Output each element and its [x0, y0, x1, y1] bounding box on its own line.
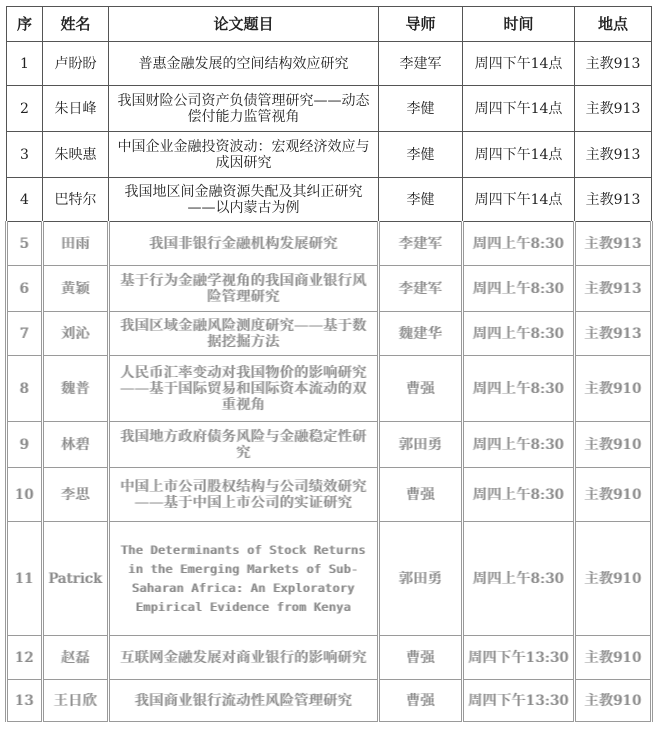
cell-advisor: 李健 — [379, 132, 463, 178]
header-place: 地点 — [575, 7, 652, 42]
cell-title: 我国商业银行流动性风险管理研究 — [109, 680, 379, 722]
cell-time: 周四下午14点 — [463, 86, 575, 132]
cell-no: 3 — [7, 132, 43, 178]
cell-advisor: 曹强 — [379, 636, 463, 680]
cell-time: 周四上午8:30 — [463, 522, 575, 636]
cell-place: 主教913 — [575, 312, 652, 356]
table-row — [7, 522, 652, 636]
cell-no: 5 — [7, 222, 43, 266]
cell-time: 周四下午13:30 — [463, 680, 575, 722]
cell-name: 朱日峰 — [43, 86, 109, 132]
cell-no: 1 — [7, 42, 43, 86]
cell-title: 中国企业金融投资波动：宏观经济效应与成因研究 — [109, 132, 379, 178]
cell-name: 王日欣 — [43, 680, 109, 722]
cell-advisor: 郭田勇 — [379, 422, 463, 468]
cell-name: Patrick — [43, 522, 109, 636]
cell-advisor: 曹强 — [379, 680, 463, 722]
cell-advisor: 魏建华 — [379, 312, 463, 356]
cell-place: 主教913 — [575, 42, 652, 86]
cell-time: 周四上午8:30 — [463, 356, 575, 422]
cell-name: 李思 — [43, 468, 109, 522]
cell-no: 13 — [7, 680, 43, 722]
cell-name: 朱映惠 — [43, 132, 109, 178]
cell-title: 互联网金融发展对商业银行的影响研究 — [109, 636, 379, 680]
table-row — [7, 680, 652, 722]
cell-name: 卢盼盼 — [43, 42, 109, 86]
cell-advisor: 李建军 — [379, 42, 463, 86]
cell-place: 主教910 — [575, 522, 652, 636]
cell-name: 赵磊 — [43, 636, 109, 680]
table-row — [7, 132, 652, 178]
cell-advisor: 曹强 — [379, 356, 463, 422]
cell-title: 我国地方政府债务风险与金融稳定性研究 — [109, 422, 379, 468]
cell-no: 11 — [7, 522, 43, 636]
cell-time: 周四下午14点 — [463, 132, 575, 178]
table-row — [7, 266, 652, 312]
cell-place: 主教913 — [575, 132, 652, 178]
table-row — [7, 468, 652, 522]
cell-no: 10 — [7, 468, 43, 522]
table-row — [7, 422, 652, 468]
cell-name: 魏普 — [43, 356, 109, 422]
cell-place: 主教910 — [575, 636, 652, 680]
table-row — [7, 42, 652, 86]
cell-title: 我国财险公司资产负债管理研究——动态偿付能力监管视角 — [109, 86, 379, 132]
cell-title: 我国地区间金融资源失配及其纠正研究——以内蒙古为例 — [109, 178, 379, 222]
cell-time: 周四上午8:30 — [463, 312, 575, 356]
table-row — [7, 86, 652, 132]
cell-title: 我国非银行金融机构发展研究 — [109, 222, 379, 266]
cell-place: 主教913 — [575, 266, 652, 312]
cell-no: 12 — [7, 636, 43, 680]
cell-time: 周四上午8:30 — [463, 422, 575, 468]
header-time: 时间 — [463, 7, 575, 42]
header-advisor: 导师 — [379, 7, 463, 42]
cell-place: 主教910 — [575, 680, 652, 722]
cell-place: 主教913 — [575, 222, 652, 266]
cell-no: 2 — [7, 86, 43, 132]
cell-advisor: 李健 — [379, 178, 463, 222]
cell-advisor: 李建军 — [379, 266, 463, 312]
cell-time: 周四上午8:30 — [463, 468, 575, 522]
cell-title: 人民币汇率变动对我国物价的影响研究——基于国际贸易和国际资本流动的双重视角 — [109, 356, 379, 422]
cell-place: 主教910 — [575, 468, 652, 522]
table-row — [7, 178, 652, 222]
cell-no: 6 — [7, 266, 43, 312]
header-name: 姓名 — [43, 7, 109, 42]
cell-place: 主教913 — [575, 178, 652, 222]
cell-title: The Determinants of Stock Returns in the Emerging Markets of Sub-Saharan Africa: An Exploratory Empirical Evidence from Kenya — [109, 522, 379, 636]
header-no: 序 — [7, 7, 43, 42]
cell-no: 7 — [7, 312, 43, 356]
cell-name: 刘沁 — [43, 312, 109, 356]
defense-schedule-table — [5, 6, 653, 722]
cell-advisor: 李建军 — [379, 222, 463, 266]
cell-advisor: 曹强 — [379, 468, 463, 522]
cell-advisor: 李健 — [379, 86, 463, 132]
cell-no: 9 — [7, 422, 43, 468]
cell-no: 4 — [7, 178, 43, 222]
cell-time: 周四下午13:30 — [463, 636, 575, 680]
cell-place: 主教910 — [575, 422, 652, 468]
table-row — [7, 312, 652, 356]
cell-name: 黄颖 — [43, 266, 109, 312]
cell-title: 我国区域金融风险测度研究——基于数据挖掘方法 — [109, 312, 379, 356]
cell-title: 基于行为金融学视角的我国商业银行风险管理研究 — [109, 266, 379, 312]
cell-place: 主教913 — [575, 86, 652, 132]
cell-time: 周四上午8:30 — [463, 266, 575, 312]
table-row — [7, 636, 652, 680]
cell-time: 周四上午8:30 — [463, 222, 575, 266]
cell-no: 8 — [7, 356, 43, 422]
cell-name: 巴特尔 — [43, 178, 109, 222]
cell-time: 周四下午14点 — [463, 178, 575, 222]
cell-name: 林碧 — [43, 422, 109, 468]
cell-time: 周四下午14点 — [463, 42, 575, 86]
table-row — [7, 356, 652, 422]
header-row — [7, 7, 652, 42]
cell-title: 普惠金融发展的空间结构效应研究 — [109, 42, 379, 86]
cell-advisor: 郭田勇 — [379, 522, 463, 636]
table-row — [7, 222, 652, 266]
cell-place: 主教910 — [575, 356, 652, 422]
cell-name: 田雨 — [43, 222, 109, 266]
cell-title: 中国上市公司股权结构与公司绩效研究——基于中国上市公司的实证研究 — [109, 468, 379, 522]
header-title: 论文题目 — [109, 7, 379, 42]
